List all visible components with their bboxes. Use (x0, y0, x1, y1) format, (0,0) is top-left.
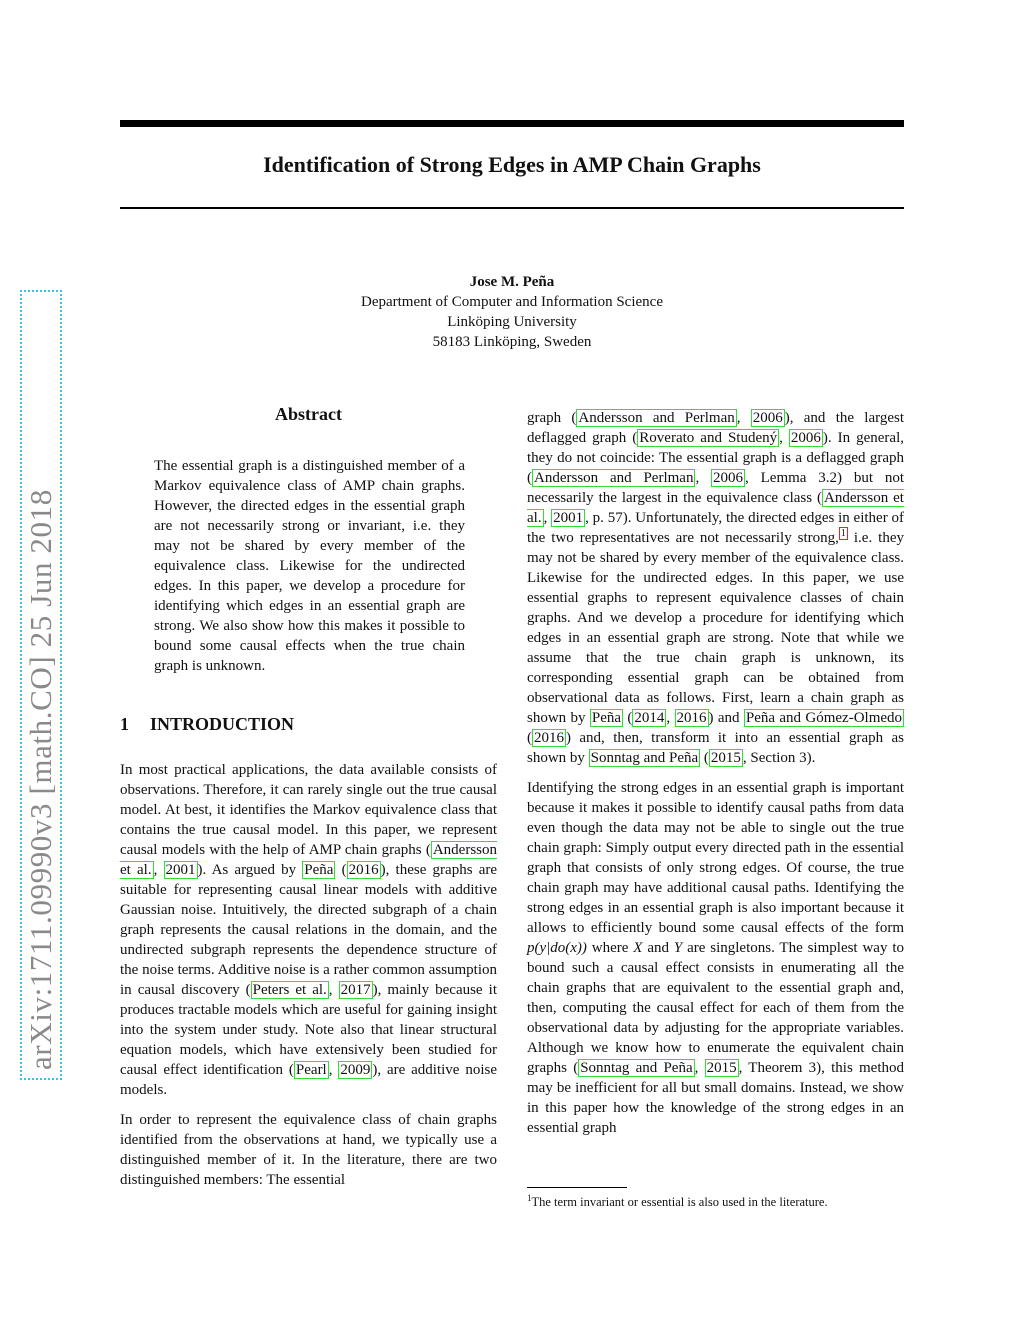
affiliation-line: 58183 Linköping, Sweden (432, 334, 592, 350)
abstract-body: The essential graph is a distinguished member of a Markov equivalence class of AMP chain graphs. However, the directed edges in the essential graph are not necessarily strong or invariant, i.e. they may not be shared by every member of the equivalence class. Likewise for the undirected edges. In this paper, we develop a procedure for identifying which edges in an essential graph are strong. We also show how this makes it possible to bound some causal effects when the true chain graph is unknown. (154, 458, 465, 674)
text-run: In most practical applications, the data available consists of observations. Therefore, it can rarely single out the true causal model. At best, it identifies the Markov equivalence class that contains the true causal model. In this paper, we represent causal models with the help of AMP chain graphs ( (120, 762, 497, 858)
text-run: ), mainly because it produces tractable models which are useful for gaining insight into the system under study. Note also that linear structural equation models, which have extensively been studied for causal effect identification ( (120, 982, 497, 1078)
text-run: , p. 57). Unfortunately, the directed edges in either of the two representatives are not necessarily strong, (527, 510, 904, 546)
text-run: ). In general, they do not coincide: The essential graph is a deflagged graph ( (527, 430, 904, 486)
text-run: ). As argued by (197, 862, 303, 878)
citation-year-link[interactable]: 2016 (534, 730, 564, 746)
text-run: , Lemma 3.2) but not necessarily the largest in the equivalence class ( (527, 470, 904, 506)
citation-year-link[interactable]: 2014 (634, 710, 665, 726)
citation-link[interactable]: Peña (591, 710, 622, 726)
section-number: 1 (120, 714, 129, 734)
citation-link[interactable]: Peña and Gómez-Olmedo (745, 710, 903, 726)
citation-year-link[interactable]: 2001 (553, 510, 584, 526)
section-title: INTRODUCTION (150, 714, 295, 734)
citation-link[interactable]: Sonntag and Peña (580, 1060, 693, 1076)
citation-year-link[interactable]: 2001 (165, 862, 196, 878)
title-rule-top (120, 120, 904, 127)
section-heading (120, 714, 294, 735)
citation-link[interactable]: Andersson and Perlman (578, 410, 735, 426)
text-run: ) and (708, 710, 744, 726)
citation-year-link[interactable]: 2015 (706, 1060, 737, 1076)
paragraph: Identifying the strong edges in an essential graph is important because it makes it possible to identify causal paths from data even though the data may not be able to single out the true chain graph: Simply output every directed path in the essential graph that consists of only strong edges. Of course, the true chain graph may have additional causal paths. Identifying the strong edges in an essential graph is also important because it allows to efficiently bound some causal effects of the form p(y|do(x)) where X and Y are singletons. The simplest way to bound such a causal effect consists in enumerating all the chain graphs that are equivalent to the essential graph and, then, computing the causal effect for each of them from the observational data by adjusting for the appropriate variables. Although we know how to enumerate the equivalent chain graphs ( Sonntag and Peña , 2015 , Theorem 3), this method may be inefficient for all but small domains. Instead, we show in this paper how the knowledge of the strong edges in an essential graph (527, 780, 904, 1136)
citation-year-link[interactable]: 2017 (340, 982, 371, 998)
footnote (527, 1190, 904, 1210)
citation-link[interactable]: Peters et al. (252, 982, 327, 998)
citation-link[interactable]: Pearl (295, 1062, 327, 1078)
citation-year-link[interactable]: 2009 (340, 1062, 371, 1078)
citation-year-link[interactable]: 2016 (348, 862, 379, 878)
paragraph: graph ( Andersson and Perlman , 2006 ), and the largest deflagged graph ( Roverato and Studený , 2006 ). In general, they do not coincide: The essential graph is a deflagged graph ( Andersson and Perlman , 2006 , Lemma 3.2) but not necessarily the largest in the equivalence class ( Andersson et al. , 2001 , p. 57). Unfortunately, the directed edges in either of the two representatives are not necessarily strong, $^1$ i.e. they may not be shared by every member of the equivalence class. Likewise for the undirected edges. In this paper, we use essential graphs to represent equivalence classes of chain graphs. And we develop a procedure for identifying which edges in an essential graph are strong. Note that while we assume that the true chain graph is unknown, its corresponding essential graph can be obtained from observational data as follows. First, learn a chain graph as shown by Peña ( 2014 , 2016 ) and Peña and Gómez-Olmedo ( 2016 ) and, then, transform it into an essential graph as shown by Sonntag and Peña ( 2015 , Section 3). (527, 410, 904, 766)
affiliation-line: Department of Computer and Information Science (361, 294, 663, 310)
footnote-rule (527, 1187, 627, 1188)
citation-year-link[interactable]: 2006 (790, 430, 821, 446)
paragraph: In order to represent the equivalence class of chain graphs identified from the observations at hand, we typically use a distinguished member of it. In the literature, there are two distinguished members: The essential (120, 1112, 497, 1188)
text-run: where (586, 940, 634, 956)
text-run: are singletons. The simplest way to bound such a causal effect consists in enumerating all the chain graphs that are equivalent to the essential graph and, then, computing the causal effect for each of them from the observational data by adjusting for the appropriate variables. Although we know how to enumerate the equivalent chain graphs ( (527, 940, 904, 1076)
text-run: , Theorem 3), this method may be inefficient for all but small domains. Instead, we show in this paper how the knowledge of the strong edges in an essential graph (527, 1060, 904, 1136)
text-run: ), are additive noise models. (120, 1062, 497, 1098)
citation-link[interactable]: Andersson and Perlman (534, 470, 694, 486)
arxiv-stamp: arXiv:1711.09990v3 [math.CO] 25 Jun 2018 (20, 290, 62, 1080)
author-block (120, 272, 904, 352)
text-run: , Section 3). (742, 750, 816, 766)
math-variable: X (633, 940, 643, 956)
citation-year-link[interactable]: 2016 (676, 710, 707, 726)
right-column (527, 408, 904, 1148)
citation-year-link[interactable]: 2015 (710, 750, 741, 766)
math-variable: Y (673, 940, 683, 956)
footnote-text: The term invariant or essential is also used in the literature. (531, 1195, 828, 1210)
citation-link[interactable]: Sonntag and Peña (590, 750, 699, 766)
footnote-ref-link[interactable]: 1 (840, 528, 846, 539)
paragraph: In most practical applications, the data available consists of observations. Therefore, it can rarely single out the true causal model. At best, it identifies the Markov equivalence class that contains the true causal model. In this paper, we represent causal models with the help of AMP chain graphs ( Andersson et al. , 2001 ). As argued by Peña ( 2016 ), these graphs are suitable for representing causal linear models with additive Gaussian noise. Intuitively, the directed subgraph of a chain graph represents the causal relations in the domain, and the undirected subgraph represents the dependence structure of the noise terms. Additive noise is a rather common assumption in causal discovery ( Peters et al. , 2017 ), mainly because it produces tractable models which are useful for gaining insight into the system under study. Note also that linear structural equation models, which have extensively been studied for causal effect identification ( Pearl , 2009 ), are additive noise models. (120, 762, 498, 1098)
citation-link[interactable]: Andersson et al. (527, 490, 904, 526)
text-run: ), these graphs are suitable for representing causal linear models with additive Gaussian noise. Intuitively, the directed subgraph of a chain graph represents the causal relations in the domain, and the undirected subgraph represents the dependence structure of the noise terms. Additive noise is a rather common assumption in causal discovery ( (120, 862, 498, 998)
text-run: ), and the largest deflagged graph ( (527, 410, 904, 446)
text-run: i.e. they may not be shared by every member of the equivalence class. Likewise for the undirected edges. In this paper, we use essential graphs to represent equivalence classes of chain graphs. And we develop a procedure for identifying which edges in an essential graph are strong. Note that while we assume that the true chain graph is unknown, its corresponding essential graph can be obtained from observational data as follows. First, learn a chain graph as shown by (527, 530, 904, 726)
author-name: Jose M. Peña (469, 274, 555, 290)
math-expression: p(y|do(x)) (527, 940, 587, 956)
text-run: and (642, 940, 674, 956)
citation-link[interactable]: Peña (304, 862, 334, 878)
citation-year-link[interactable]: 2006 (713, 470, 744, 486)
text-run: ) and, then, transform it into an essential graph as shown by (527, 730, 904, 766)
text-run: graph ( (527, 410, 577, 426)
abstract-heading: Abstract (275, 404, 342, 424)
title-rule-bottom (120, 207, 904, 209)
citation-link[interactable]: Roverato and Studený (639, 430, 778, 446)
citation-year-link[interactable]: 2006 (752, 410, 783, 426)
text-run: Identifying the strong edges in an essential graph is important because it makes it possible to identify causal paths from data even though the data may not be able to single out the true chain graph: Simply output every directed path in the essential graph that consists of only strong edges. Of course, the true chain graph may have additional causal paths. Identifying the strong edges in an essential graph is also important because it allows to efficiently bound some causal effects of the form (527, 780, 904, 936)
left-column (120, 760, 497, 1200)
affiliation-line: Linköping University (447, 314, 577, 330)
paper-title: Identification of Strong Edges in AMP Chain Graphs (263, 152, 761, 177)
footnote-mark: 1 (527, 1193, 532, 1203)
citation-link[interactable]: Andersson et al. (120, 842, 497, 878)
